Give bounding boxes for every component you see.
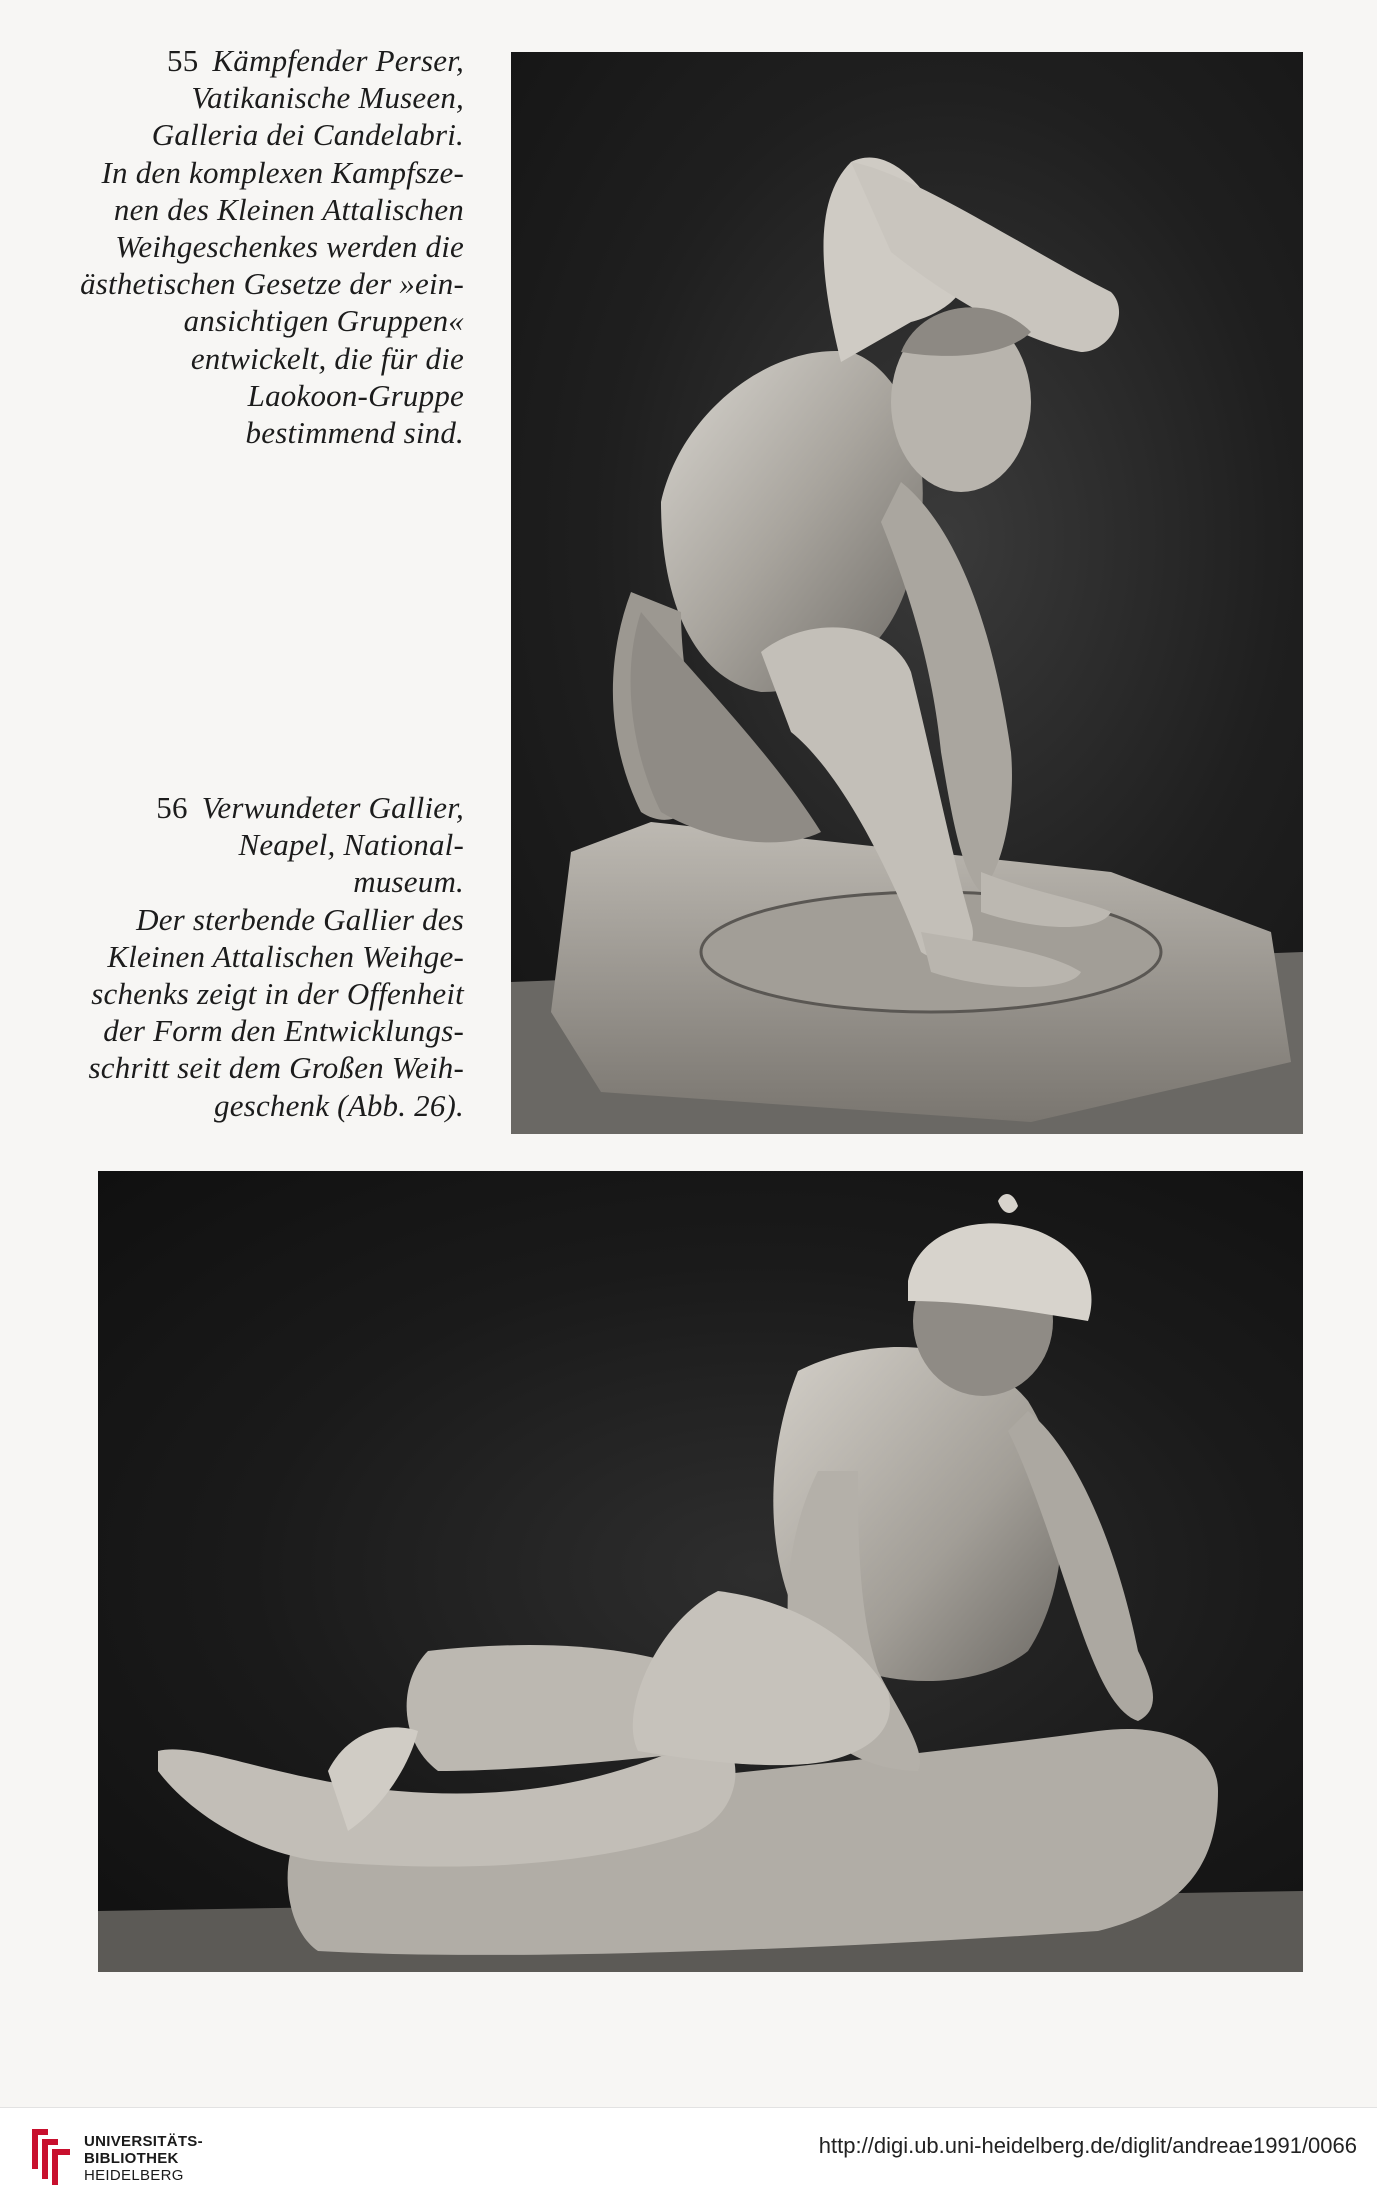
university-library-logo-icon[interactable] <box>28 2125 74 2187</box>
caption-fig-56 <box>0 789 464 1124</box>
caption-line: schenks zeigt in der Offenheit <box>91 976 464 1012</box>
caption-line: Der sterbende Gallier des <box>136 901 464 937</box>
caption-line: 56 Verwundeter Gallier, <box>156 790 464 825</box>
caption-line: geschenk (Abb. 26). <box>214 1087 464 1123</box>
caption-line: museum. <box>353 864 464 900</box>
caption-line: der Form den Entwicklungs- <box>103 1013 464 1049</box>
library-name-line: UNIVERSITÄTS- <box>84 2133 203 2150</box>
figure-number: 56 <box>156 790 188 825</box>
footer-bar <box>0 2107 1377 2211</box>
figure-number: 55 <box>167 43 199 78</box>
caption-line: ansichtigen Gruppen« <box>183 303 464 339</box>
caption-line: Vatikanische Museen, <box>191 80 464 116</box>
caption-fig-55 <box>0 42 464 451</box>
statue-crouching-persian-illustration <box>511 52 1303 1134</box>
caption-line: ästhetischen Gesetze der »ein- <box>80 266 464 302</box>
library-name-line: BIBLIOTHEK <box>84 2150 179 2167</box>
caption-line: nen des Kleinen Attalischen <box>113 191 464 227</box>
library-name-line: HEIDELBERG <box>84 2167 184 2184</box>
caption-line: Weihgeschenkes werden die <box>115 229 464 265</box>
caption-line: Neapel, National- <box>238 827 464 863</box>
permalink-url[interactable]: http://digi.ub.uni-heidelberg.de/diglit/andreae1991/0066 <box>818 2133 1357 2158</box>
library-name <box>84 2133 203 2184</box>
caption-line: entwickelt, die für die <box>190 340 464 376</box>
caption-line: Laokoon-Gruppe <box>247 377 464 413</box>
caption-line: Galleria dei Candelabri. <box>151 117 464 153</box>
caption-line: 55 Kämpfender Perser, <box>167 43 464 78</box>
caption-line: schritt seit dem Großen Weih- <box>88 1050 464 1086</box>
caption-line: In den komplexen Kampfsze- <box>101 154 464 190</box>
caption-line: bestimmend sind. <box>245 415 464 451</box>
caption-line: Kleinen Attalischen Weihge- <box>107 938 464 974</box>
photo-kampfender-perser <box>511 52 1303 1134</box>
photo-verwundeter-gallier <box>98 1171 1303 1972</box>
statue-wounded-gaul-illustration <box>98 1171 1303 1972</box>
